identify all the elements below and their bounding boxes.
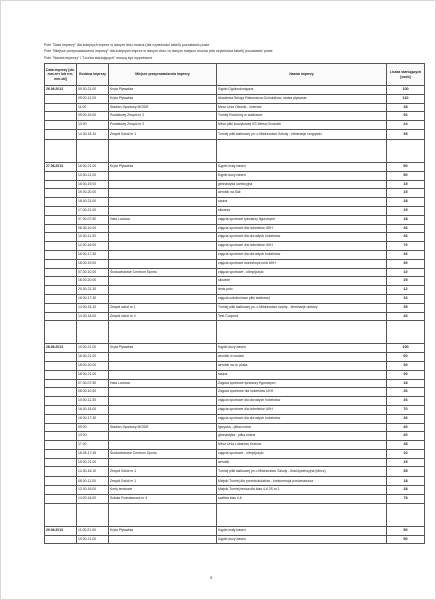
table-row bbox=[45, 379, 425, 388]
cell-place bbox=[109, 286, 217, 295]
cell-event-name: Kąpiel mały basen bbox=[217, 526, 387, 535]
table-row bbox=[45, 189, 425, 198]
cell-date bbox=[45, 458, 77, 467]
cell-place bbox=[109, 397, 217, 406]
cell-event-name: Kąpiel duży basen bbox=[217, 171, 387, 180]
cell-date bbox=[45, 495, 77, 504]
header-place: Miejsce przeprowadzenia imprezy bbox=[109, 64, 217, 86]
cell-event-name: Igrzyska - piłka nożna bbox=[217, 423, 387, 432]
table-row bbox=[45, 370, 425, 379]
cell-count: 35 bbox=[387, 303, 425, 312]
cell-time: 18.00-19.00 bbox=[77, 259, 109, 268]
cell-event-name: zajęcia sportowe dla hokeistów UKH bbox=[217, 405, 387, 414]
cell-place bbox=[109, 233, 217, 242]
cell-count: 40 bbox=[387, 432, 425, 441]
cell-event-name: siłownie bbox=[217, 277, 387, 286]
cell-time: 13.00 bbox=[77, 432, 109, 441]
cell-count: 50 bbox=[387, 162, 425, 171]
cell-time: 08.30-10.00 bbox=[77, 224, 109, 233]
cell-place bbox=[109, 414, 217, 423]
cell-time: 16.00-17.30 bbox=[77, 414, 109, 423]
cell-time: 08.00-11.00 bbox=[77, 477, 109, 486]
cell-date bbox=[45, 206, 77, 215]
table-row bbox=[45, 526, 425, 535]
cell-event-name: Miejski Turniej dla przedszkolaków - konkurencja porównawcza bbox=[217, 477, 387, 486]
cell-count: 40 bbox=[387, 423, 425, 432]
cell-count: 18 bbox=[387, 379, 425, 388]
cell-time: 14.30-18.10 bbox=[77, 129, 109, 139]
cell-time bbox=[77, 321, 109, 344]
cell-time: 07.00-07.50 bbox=[77, 379, 109, 388]
cell-time: 10.00-21.00 bbox=[77, 344, 109, 353]
cell-event-name: Turniej Rodzinny w siatkówce bbox=[217, 112, 387, 121]
table-row bbox=[45, 268, 425, 277]
cell-time: 19.00-20.00 bbox=[77, 189, 109, 198]
cell-date bbox=[45, 215, 77, 224]
events-table bbox=[44, 63, 425, 544]
cell-date bbox=[45, 250, 77, 259]
cell-place bbox=[109, 503, 217, 526]
cell-place: Zespół szkół nr 1 bbox=[109, 303, 217, 312]
table-row bbox=[45, 449, 425, 458]
cell-place: Kryta Pływalnia bbox=[109, 526, 217, 535]
cell-date bbox=[45, 449, 77, 458]
cell-time: 07.00-10.00 bbox=[77, 268, 109, 277]
cell-time: 15.00-21.00 bbox=[77, 458, 109, 467]
table-row bbox=[45, 112, 425, 121]
cell-date bbox=[45, 503, 77, 526]
cell-place bbox=[109, 139, 217, 162]
cell-date bbox=[45, 171, 77, 180]
cell-place: Środowiskowe Centrum Sportu bbox=[109, 449, 217, 458]
table-row bbox=[45, 414, 425, 423]
cell-time: 10.00-21.00 bbox=[77, 535, 109, 544]
cell-time: 14.00-18.00 bbox=[77, 312, 109, 321]
cell-place: Powiatowy Zespół nr 2 bbox=[109, 121, 217, 130]
cell-count: 10 bbox=[387, 268, 425, 277]
cell-place bbox=[109, 405, 217, 414]
cell-place bbox=[109, 242, 217, 251]
cell-date bbox=[45, 277, 77, 286]
cell-time: 16.00-21.00 bbox=[77, 353, 109, 362]
spacer-row bbox=[45, 321, 425, 344]
cell-place bbox=[109, 370, 217, 379]
cell-event-name: Turniej piłki siatkowej pn o Mistrzostwo Szkoły - finał dywersyjna (Mecz) bbox=[217, 467, 387, 477]
cell-event-name: Kąpiel Ogólnodostępna bbox=[217, 86, 387, 95]
cell-event-name: Test Coopera bbox=[217, 312, 387, 321]
cell-date bbox=[45, 486, 77, 495]
cell-date bbox=[45, 432, 77, 441]
cell-date bbox=[45, 423, 77, 432]
table-row bbox=[45, 397, 425, 406]
table-row bbox=[45, 86, 425, 95]
cell-event-name: zajęcia sportowe - olimpijczyki bbox=[217, 268, 387, 277]
cell-time: 17.00 bbox=[77, 441, 109, 450]
cell-time bbox=[77, 503, 109, 526]
cell-place: Zespół Szkół nr 1 bbox=[109, 477, 217, 486]
cell-date bbox=[45, 268, 77, 277]
cell-date bbox=[45, 379, 77, 388]
cell-time: 16.00-15.00 bbox=[77, 405, 109, 414]
table-row bbox=[45, 486, 425, 495]
cell-place bbox=[109, 441, 217, 450]
cell-event-name: zajęcia sportowe dla dorosłych hokeistów bbox=[217, 414, 387, 423]
cell-event-name: szafeta klas 4-6 bbox=[217, 495, 387, 504]
cell-count: 110 bbox=[387, 94, 425, 103]
table-row bbox=[45, 224, 425, 233]
cell-place bbox=[109, 361, 217, 370]
cell-time: 10.00-11.30 bbox=[77, 233, 109, 242]
cell-count: 15 bbox=[387, 189, 425, 198]
cell-count bbox=[387, 503, 425, 526]
cell-place: Zespół Szkół nr 1 bbox=[109, 129, 217, 139]
cell-count: 15 bbox=[387, 180, 425, 189]
cell-count: 24 bbox=[387, 121, 425, 130]
cell-count: 15 bbox=[387, 458, 425, 467]
header-name: Nazwa imprezy bbox=[217, 64, 387, 86]
cell-count: 26 bbox=[387, 397, 425, 406]
cell-place bbox=[109, 250, 217, 259]
cell-date bbox=[45, 103, 77, 112]
cell-time: 09.00-12.00 bbox=[77, 94, 109, 103]
cell-place: Stadion Sportowy MOSiR bbox=[109, 103, 217, 112]
table-row bbox=[45, 242, 425, 251]
cell-count: 92 bbox=[387, 112, 425, 121]
cell-place bbox=[109, 171, 217, 180]
table-row bbox=[45, 312, 425, 321]
cell-count: 26 bbox=[387, 224, 425, 233]
cell-count: 20 bbox=[387, 370, 425, 379]
table-row bbox=[45, 198, 425, 207]
cell-date bbox=[45, 139, 77, 162]
cell-place: Kryta Pływalnia bbox=[109, 94, 217, 103]
table-row bbox=[45, 277, 425, 286]
cell-place: Hala Lodowa bbox=[109, 379, 217, 388]
cell-count: 43 bbox=[387, 312, 425, 321]
cell-count: 60 bbox=[387, 353, 425, 362]
cell-event-name: aerobik na ul. plaża bbox=[217, 361, 387, 370]
cell-count: 28 bbox=[387, 103, 425, 112]
cell-date bbox=[45, 180, 77, 189]
cell-time: 16.00-17.30 bbox=[77, 294, 109, 303]
header-count: Liczba startujących [osób] bbox=[387, 64, 425, 86]
cell-count: 35 bbox=[387, 129, 425, 139]
cell-event-name: gimnastyka korekcyjna bbox=[217, 180, 387, 189]
cell-count: 78 bbox=[387, 495, 425, 504]
cell-count: 26 bbox=[387, 250, 425, 259]
cell-place bbox=[109, 180, 217, 189]
table-row bbox=[45, 388, 425, 397]
table-body bbox=[45, 86, 425, 544]
cell-count: 12 bbox=[387, 286, 425, 295]
cell-place bbox=[109, 458, 217, 467]
cell-time: 16.45-17.45 bbox=[77, 449, 109, 458]
cell-event-name bbox=[217, 321, 387, 344]
cell-event-name: Zajęcia sportowe łyżwiarzy figurowych bbox=[217, 379, 387, 388]
cell-date bbox=[45, 467, 77, 477]
cell-event-name: zajęcia sportowe dla dorosłych hokeistów bbox=[217, 397, 387, 406]
cell-count: 35 bbox=[387, 467, 425, 477]
cell-event-name: aerobik w wodzie bbox=[217, 353, 387, 362]
cell-count: 50 bbox=[387, 171, 425, 180]
cell-event-name: Kąpiel duży basen bbox=[217, 535, 387, 544]
cell-date bbox=[45, 286, 77, 295]
cell-date bbox=[45, 397, 77, 406]
table-row bbox=[45, 94, 425, 103]
cell-count: 26 bbox=[387, 414, 425, 423]
cell-time: 12.00-16.00 bbox=[77, 486, 109, 495]
cell-place bbox=[109, 224, 217, 233]
cell-time: 16.00-19.00 bbox=[77, 180, 109, 189]
table-row bbox=[45, 303, 425, 312]
cell-time: 18.00-20.00 bbox=[77, 277, 109, 286]
cell-date bbox=[45, 294, 77, 303]
table-row bbox=[45, 286, 425, 295]
cell-time: 09.30-21.00 bbox=[77, 86, 109, 95]
cell-time: 16.00-17.30 bbox=[77, 250, 109, 259]
cell-time: 13.00 bbox=[77, 121, 109, 130]
cell-place: Stadion Sportowy MOSiR bbox=[109, 423, 217, 432]
cell-count: 28 bbox=[387, 441, 425, 450]
cell-date bbox=[45, 94, 77, 103]
cell-count bbox=[387, 321, 425, 344]
cell-count: 30 bbox=[387, 361, 425, 370]
table-row bbox=[45, 171, 425, 180]
cell-place bbox=[109, 432, 217, 441]
table-row bbox=[45, 121, 425, 130]
cell-date bbox=[45, 535, 77, 544]
cell-time: 13.00-21.00 bbox=[77, 171, 109, 180]
cell-event-name: aerobik bbox=[217, 458, 387, 467]
cell-count: 25 bbox=[387, 277, 425, 286]
cell-time: 11.00-21.00 bbox=[77, 526, 109, 535]
cell-date bbox=[45, 388, 77, 397]
notes bbox=[44, 42, 424, 61]
table-row bbox=[45, 180, 425, 189]
cell-count: 28 bbox=[387, 198, 425, 207]
cell-time: 18.00-20.00 bbox=[77, 361, 109, 370]
cell-count: 16 bbox=[387, 294, 425, 303]
cell-event-name: sauna bbox=[217, 198, 387, 207]
cell-event-name: siłownia bbox=[217, 206, 387, 215]
cell-date bbox=[45, 112, 77, 121]
cell-event-name: aerobik na Sali bbox=[217, 189, 387, 198]
cell-count: 15 bbox=[387, 206, 425, 215]
table-row bbox=[45, 458, 425, 467]
cell-time: 18.00-21.00 bbox=[77, 198, 109, 207]
cell-count: 100 bbox=[387, 86, 425, 95]
spacer-row bbox=[45, 503, 425, 526]
cell-date bbox=[45, 361, 77, 370]
page-number: 9 bbox=[210, 575, 213, 580]
table-row bbox=[45, 432, 425, 441]
table-row bbox=[45, 441, 425, 450]
cell-place: Kryta Pływalnia bbox=[109, 162, 217, 171]
table-row bbox=[45, 103, 425, 112]
table-row bbox=[45, 344, 425, 353]
cell-date bbox=[45, 312, 77, 321]
cell-time: 07.00-07.50 bbox=[77, 215, 109, 224]
cell-date bbox=[45, 224, 77, 233]
cell-count: 18 bbox=[387, 477, 425, 486]
cell-event-name: tenis polo bbox=[217, 286, 387, 295]
cell-date bbox=[45, 129, 77, 139]
cell-date bbox=[45, 414, 77, 423]
cell-event-name: Mecz Unia Oleśnik - veteráni bbox=[217, 103, 387, 112]
cell-place: Zespół Szkół nr 1 bbox=[109, 467, 217, 477]
header-time: Godzina imprezy bbox=[77, 64, 109, 86]
cell-event-name: Zajęcia sportowe dla hokeistów UKH bbox=[217, 388, 387, 397]
cell-event-name: zajęcia sportowe dla hokeistów UKH bbox=[217, 242, 387, 251]
cell-event-name: sauna bbox=[217, 370, 387, 379]
cell-event-name: Akademia Sekcja Ratownicza Ochotników, nauka pływania bbox=[217, 94, 387, 103]
table-row bbox=[45, 495, 425, 504]
cell-place bbox=[109, 277, 217, 286]
cell-date bbox=[45, 353, 77, 362]
table-row bbox=[45, 353, 425, 362]
table-row bbox=[45, 215, 425, 224]
table-row bbox=[45, 405, 425, 414]
cell-date bbox=[45, 303, 77, 312]
cell-time: 09.00 bbox=[77, 423, 109, 432]
cell-date bbox=[45, 121, 77, 130]
cell-date: 28.06.2013 bbox=[45, 344, 77, 353]
cell-date bbox=[45, 477, 77, 486]
cell-place bbox=[109, 321, 217, 344]
cell-count: 18 bbox=[387, 215, 425, 224]
cell-time: 18.00-21.00 bbox=[77, 370, 109, 379]
cell-time: 14.00-15.10 bbox=[77, 303, 109, 312]
cell-place bbox=[109, 353, 217, 362]
cell-place bbox=[109, 535, 217, 544]
table-row bbox=[45, 250, 425, 259]
cell-place bbox=[109, 259, 217, 268]
cell-event-name: Miejski Turniej tenisa dla klas 4-6 2S nr 1 bbox=[217, 486, 387, 495]
cell-event-name: Turniej piłki siatkowej pn. o Mistrzostwo Szkoły - eliminacje rozgrywki bbox=[217, 129, 387, 139]
cell-event-name: zajęcia sportowe - olimpijczyki bbox=[217, 449, 387, 458]
cell-count: 26 bbox=[387, 388, 425, 397]
table-row bbox=[45, 259, 425, 268]
cell-date bbox=[45, 198, 77, 207]
cell-date bbox=[45, 321, 77, 344]
cell-count bbox=[387, 139, 425, 162]
cell-place bbox=[109, 294, 217, 303]
cell-place bbox=[109, 198, 217, 207]
cell-time: 12.00-16.00 bbox=[77, 242, 109, 251]
cell-time: 14.00-16.00 bbox=[77, 495, 109, 504]
cell-time: 10.00-11.30 bbox=[77, 397, 109, 406]
cell-count: 30 bbox=[387, 259, 425, 268]
note-line: Pole "Miejsce przeprowadzenia imprezy" dla kolejnych imprez w danym dniu i w danym miejscu można (dla czytelności tabeli) pozostawić puste bbox=[44, 49, 273, 54]
cell-event-name: zajęcia sportowe łyżwiarzy figurowych bbox=[217, 215, 387, 224]
cell-event-name: zajęcia sportowe dla hokeistów UKH bbox=[217, 224, 387, 233]
cell-place: Kryta Pływalnia bbox=[109, 86, 217, 95]
cell-place: Korty tenisowe bbox=[109, 486, 217, 495]
cell-time: 20.00-21.30 bbox=[77, 286, 109, 295]
cell-count: 70 bbox=[387, 405, 425, 414]
table-row bbox=[45, 467, 425, 477]
cell-date bbox=[45, 441, 77, 450]
cell-date bbox=[45, 259, 77, 268]
table-header-row bbox=[45, 64, 425, 86]
table-row bbox=[45, 206, 425, 215]
cell-date bbox=[45, 370, 77, 379]
cell-date bbox=[45, 405, 77, 414]
cell-event-name bbox=[217, 503, 387, 526]
table-row bbox=[45, 361, 425, 370]
cell-place: Środowiskowe Centrum Sportu bbox=[109, 268, 217, 277]
cell-event-name: Turniej piłki siatkowej pn. o Mistrzostwo szkoły - eliminacje ulotany bbox=[217, 303, 387, 312]
cell-count: 50 bbox=[387, 535, 425, 544]
cell-time bbox=[77, 139, 109, 162]
cell-time: 11.00 bbox=[77, 103, 109, 112]
table-row bbox=[45, 129, 425, 139]
cell-event-name: Kąpiel duży basen bbox=[217, 344, 387, 353]
cell-event-name: gimnastyka - piłka nożna bbox=[217, 432, 387, 441]
cell-count: 26 bbox=[387, 233, 425, 242]
cell-count: 28 bbox=[387, 486, 425, 495]
cell-date: 26.06.2013 bbox=[45, 86, 77, 95]
cell-time: 08.00-10.00 bbox=[77, 388, 109, 397]
cell-time: 17.00-21.00 bbox=[77, 206, 109, 215]
cell-event-name: Mecz Unia Lubartów Kraków bbox=[217, 441, 387, 450]
cell-place: Zespół szkół nr 4 bbox=[109, 312, 217, 321]
cell-date bbox=[45, 233, 77, 242]
spacer-row bbox=[45, 139, 425, 162]
cell-event-name: zajęcia sportowe dla dorosłych hokeistów bbox=[217, 233, 387, 242]
cell-count: 50 bbox=[387, 526, 425, 535]
cell-event-name: Kąpiel mały basen bbox=[217, 162, 387, 171]
cell-time: 09.00-15.00 bbox=[77, 112, 109, 121]
cell-date bbox=[45, 242, 77, 251]
cell-event-name: Mecz piłki koszykowej KS Mewa Grodzisk bbox=[217, 121, 387, 130]
cell-date: 27.06.2013 bbox=[45, 162, 77, 171]
cell-place: Szkoła Podstawowa nr 4 bbox=[109, 495, 217, 504]
cell-event-name: zajęcia sportowe workshops unia UKH bbox=[217, 259, 387, 268]
cell-place: Hala Lodowa bbox=[109, 215, 217, 224]
cell-count: 10 bbox=[387, 449, 425, 458]
table-row bbox=[45, 233, 425, 242]
table-row bbox=[45, 477, 425, 486]
table-row bbox=[45, 423, 425, 432]
cell-time: 16.00-21.00 bbox=[77, 162, 109, 171]
cell-place: Kryta Pływalnia bbox=[109, 344, 217, 353]
table-row bbox=[45, 535, 425, 544]
cell-date bbox=[45, 189, 77, 198]
note-line: Pole "Data imprezy" dla kolejnych imprez w danym dniu można (dla czytelności tabeli) pozostawić puste bbox=[44, 43, 210, 47]
cell-time: 14.30-16.10 bbox=[77, 467, 109, 477]
cell-event-name: zajęcia szkoleniowe piłki siatkowej bbox=[217, 294, 387, 303]
cell-count: 70 bbox=[387, 242, 425, 251]
cell-place bbox=[109, 206, 217, 215]
table-row bbox=[45, 162, 425, 171]
cell-count: 100 bbox=[387, 344, 425, 353]
table-row bbox=[45, 294, 425, 303]
cell-place bbox=[109, 388, 217, 397]
header-date: Data imprezy [dd-mm-rrrr lub rrrr-mm-dd] bbox=[45, 64, 77, 86]
cell-event-name: zajęcia sportowe dla dorosłych hokeistów bbox=[217, 250, 387, 259]
note-line: Pole "Nazwa imprezy" i "Liczba startujących" muszą być wypełnione bbox=[44, 55, 153, 60]
cell-place: Powiatowy Zespół nr 2 bbox=[109, 112, 217, 121]
cell-date: 29.06.2013 bbox=[45, 526, 77, 535]
cell-event-name bbox=[217, 139, 387, 162]
cell-place bbox=[109, 189, 217, 198]
